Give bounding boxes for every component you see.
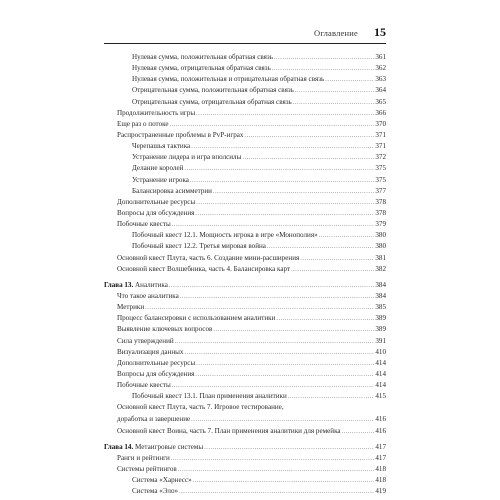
toc-entry-label: Основной квест Плута, часть 7. Игровое тестирование, (117, 403, 284, 412)
table-of-contents (104, 52, 386, 498)
toc-entry-label: Отрицательная сумма, положительная обратная связь (132, 86, 294, 95)
toc-chapter-entry[interactable] (104, 280, 386, 291)
toc-entry-page: 414 (375, 358, 386, 367)
toc-entry[interactable] (104, 119, 386, 130)
toc-entry[interactable] (104, 52, 386, 63)
toc-entry[interactable] (104, 163, 386, 174)
toc-entry[interactable] (104, 358, 386, 369)
toc-entry-label: Побочные квесты (117, 381, 171, 390)
dot-leader (179, 487, 374, 498)
toc-entry[interactable] (104, 230, 386, 241)
toc-entry[interactable] (104, 426, 386, 437)
toc-entry-page: 417 (375, 453, 386, 462)
toc-entry-page: 382 (375, 264, 386, 273)
toc-entry[interactable] (104, 130, 386, 141)
toc-entry-label: Побочный квест 13.1. План применения аналитики (132, 392, 287, 401)
toc-entry-page: 416 (375, 414, 386, 423)
toc-entry-page: 380 (375, 242, 386, 251)
toc-entry-label: Отрицательная сумма, отрицательная обратная связь (132, 97, 292, 106)
toc-entry[interactable] (104, 175, 386, 186)
toc-entry[interactable] (104, 291, 386, 302)
toc-entry-label: Устранение лидера и игра вполсилы (132, 153, 242, 162)
toc-entry-label: Сила утверждений (117, 336, 174, 345)
toc-entry-page: 384 (375, 291, 386, 300)
toc-entry-page: 418 (375, 465, 386, 474)
toc-entry-label: Побочные квесты (117, 220, 171, 229)
toc-entry-label (104, 442, 203, 453)
toc-entry-label: Устранение игрока (132, 175, 189, 184)
toc-entry[interactable] (104, 264, 386, 275)
toc-entry-label-continued: доработка и завершение (117, 414, 191, 423)
toc-entry[interactable] (104, 464, 386, 475)
toc-entry[interactable] (104, 486, 386, 497)
toc-entry-label: Побочный квест 12.2. Третья мировая война (132, 242, 266, 251)
toc-entry-label (104, 280, 168, 291)
toc-entry-page: 389 (375, 325, 386, 334)
toc-entry-page: 364 (375, 86, 386, 95)
toc-entry-page: 378 (375, 208, 386, 217)
toc-entry-page: 375 (375, 164, 386, 173)
chapter-number: Глава 13. (104, 280, 134, 289)
toc-entry-page: 418 (375, 476, 386, 485)
toc-entry-page: 371 (375, 142, 386, 151)
toc-entry-page: 414 (375, 369, 386, 378)
toc-entry[interactable] (104, 97, 386, 108)
toc-entry-label: Основной квест Воина, часть 7. План применения аналитики для ремейка (117, 426, 341, 435)
running-header (104, 27, 386, 44)
toc-entry[interactable] (104, 313, 386, 324)
toc-entry-label: Ранги и рейтинги (117, 453, 170, 462)
toc-entry-page: 416 (375, 426, 386, 435)
toc-entry-page: 381 (375, 253, 386, 262)
toc-entry-label: Система «Харнесс» (132, 476, 192, 485)
toc-entry-page: 415 (375, 392, 386, 401)
toc-entry-page: 391 (375, 336, 386, 345)
chapter-title: Метаигровые системы (135, 442, 204, 451)
toc-entry-label: Побочный квест 12.1. Мощность игрока в игре «Монополия» (132, 231, 318, 240)
toc-entry-label: Метрики (117, 303, 145, 312)
toc-entry[interactable] (104, 380, 386, 391)
toc-entry-label: Нулевая сумма, положительная обратная связь (132, 53, 273, 61)
toc-entry[interactable] (104, 152, 386, 163)
toc-entry[interactable] (104, 108, 386, 119)
page-number: 15 (374, 25, 386, 39)
toc-entry-label: Дополнительные ресурсы (117, 358, 196, 367)
toc-entry-continuation (117, 414, 386, 426)
toc-entry-label: Основной квест Плута, часть 6. Создание мини-расширения (117, 253, 300, 262)
chapter-number: Глава 14. (104, 442, 134, 451)
dot-leader (342, 427, 375, 438)
toc-entry[interactable] (104, 475, 386, 486)
toc-entry-page: 375 (375, 175, 386, 184)
toc-entry-label: Нулевая сумма, отрицательная обратная связь (132, 64, 271, 73)
toc-entry[interactable] (104, 85, 386, 96)
toc-entry-label: Нулевая сумма, положительная и отрицательная обратная связь (132, 75, 325, 84)
toc-entry-page: 372 (375, 153, 386, 162)
toc-entry-page: 384 (375, 280, 386, 289)
toc-entry-page: 365 (375, 97, 386, 106)
toc-entry-page: 389 (375, 314, 386, 323)
toc-entry-label: Системы рейтингов (117, 465, 177, 474)
toc-entry-label: Дополнительные ресурсы (117, 197, 196, 206)
dot-leader (191, 415, 374, 426)
toc-entry-label: Выявление ключевых вопросов (117, 325, 213, 334)
toc-entry-page: 362 (375, 64, 386, 73)
toc-entry[interactable] (104, 219, 386, 230)
toc-entry[interactable] (104, 324, 386, 335)
toc-entry-page: 419 (375, 487, 386, 496)
toc-entry-label: Что такое аналитика (117, 291, 179, 300)
toc-entry-page: 379 (375, 220, 386, 229)
toc-entry[interactable] (104, 208, 386, 219)
toc-entry[interactable] (104, 253, 386, 264)
header-title: Оглавление (314, 28, 358, 38)
toc-entry-label: Распространенные проблемы в PvP-играх (117, 130, 244, 139)
toc-entry-label: Вопросы для обсуждения (117, 208, 195, 217)
dot-leader (291, 265, 374, 276)
toc-entry[interactable] (104, 402, 386, 425)
toc-entry-page: 414 (375, 381, 386, 390)
toc-entry[interactable] (104, 369, 386, 380)
toc-entry-label: Делание королей (132, 164, 184, 173)
toc-entry-label: Визуализация данных (117, 347, 184, 356)
toc-entry-label: Продолжительность игры (117, 108, 196, 117)
toc-entry-page: 417 (375, 442, 386, 451)
toc-entry[interactable] (104, 197, 386, 208)
toc-entry-page: 370 (375, 119, 386, 128)
toc-entry[interactable] (104, 141, 386, 152)
toc-entry[interactable] (104, 241, 386, 252)
toc-entry[interactable] (104, 63, 386, 74)
toc-entry-page: 410 (375, 347, 386, 356)
toc-entry-page: 361 (375, 53, 386, 61)
toc-entry-label: Черепашья тактика (132, 142, 191, 151)
toc-entry-label: Вопросы для обсуждения (117, 369, 195, 378)
toc-entry[interactable] (104, 453, 386, 464)
toc-entry-page: 366 (375, 108, 386, 117)
toc-entry-label: Система «Эло» (132, 487, 179, 496)
toc-entry-page: 363 (375, 75, 386, 84)
toc-entry-page: 371 (375, 130, 386, 139)
toc-entry-page: 385 (375, 303, 386, 312)
toc-entry-label: Основной квест Волшебника, часть 4. Балансировка карт (117, 264, 291, 273)
toc-entry[interactable] (104, 74, 386, 85)
toc-entry-label: Еще раз о потоке (117, 119, 169, 128)
chapter-title: Аналитика (135, 280, 168, 289)
toc-entry-page: 380 (375, 231, 386, 240)
toc-chapter-entry[interactable] (104, 442, 386, 453)
toc-entry[interactable] (104, 336, 386, 347)
toc-entry[interactable] (104, 347, 386, 358)
toc-entry[interactable] (104, 391, 386, 402)
toc-entry[interactable] (104, 186, 386, 197)
toc-entry-label: Балансировка асимметрии (132, 186, 212, 195)
toc-entry-label: Процесс балансировки с использованием аналитики (117, 314, 276, 323)
toc-entry-page: 378 (375, 197, 386, 206)
toc-entry-page: 377 (375, 186, 386, 195)
toc-entry[interactable] (104, 302, 386, 313)
